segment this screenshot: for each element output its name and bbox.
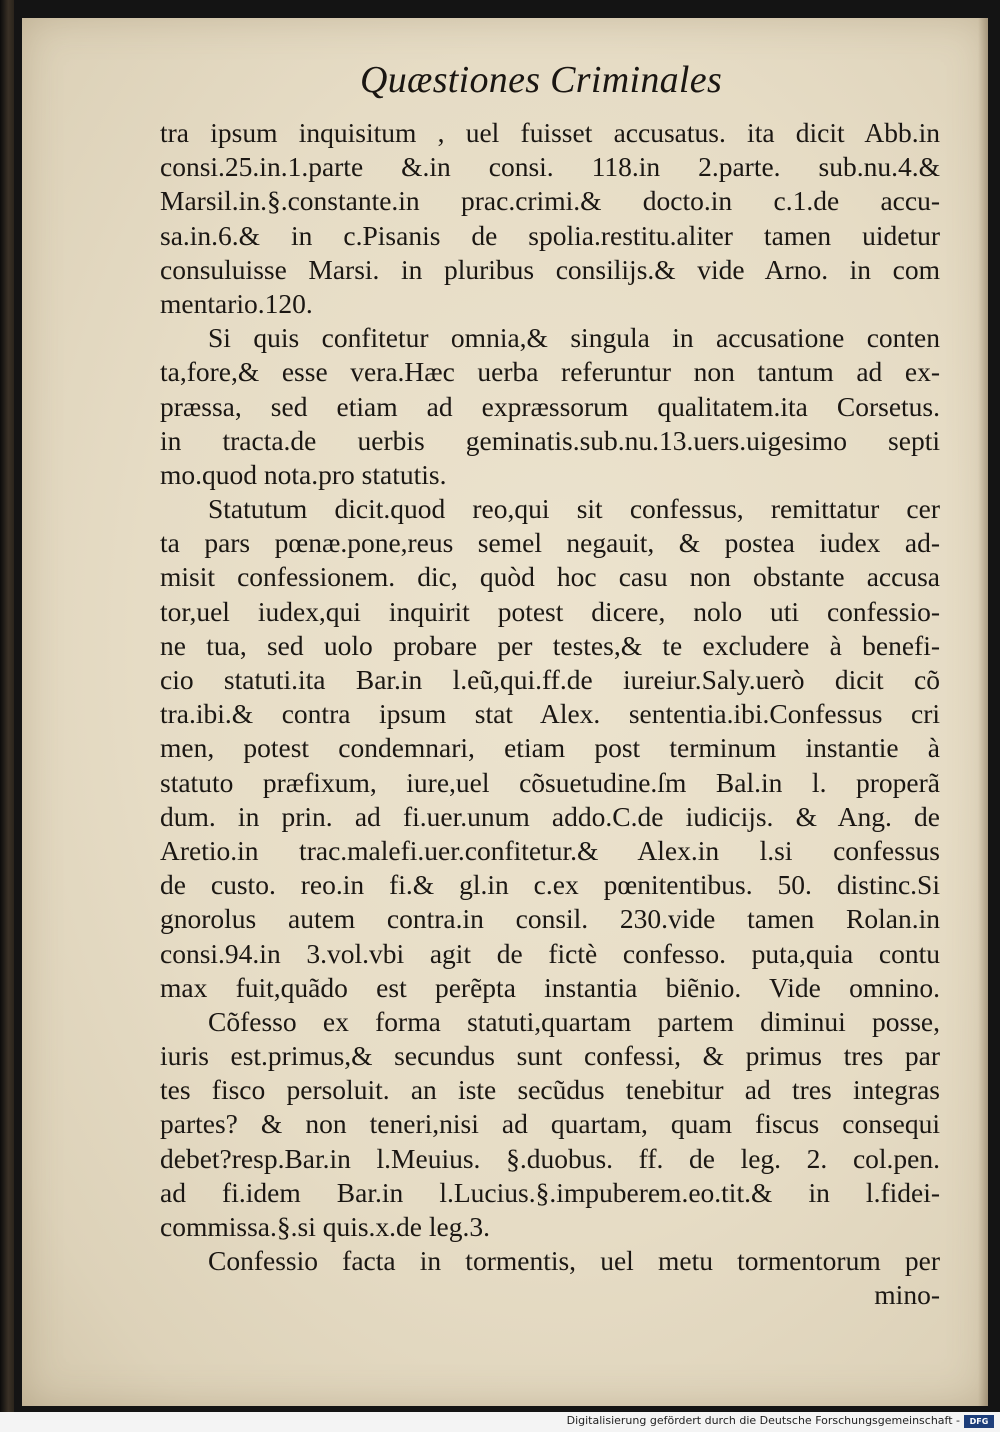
text-line: commissa.§.si quis.x.de leg.3. <box>160 1211 490 1242</box>
text-line: de custo. reo.in fi.& gl.in c.ex pœnitentibus. 50. distinc.Si <box>160 869 940 901</box>
text-line: mentario.120. <box>160 287 313 319</box>
text-line: præssa, sed etiam ad expræssorum qualitatem.ita Corsetus. <box>160 390 940 422</box>
text-line: ad fi.idem Bar.in l.Lucius.§.impuberem.eo.tit.& in l.fidei- <box>160 1176 940 1208</box>
text-line: tor,uel iudex,qui inquirit potest dicere, nolo uti confessio- <box>160 595 940 627</box>
text-line: tes fisco persoluit. an iste secũdus tenebitur ad tres integras <box>160 1074 940 1106</box>
text-line: consi.94.in 3.vol.vbi agit de fictè confesso. puta,quia contu <box>160 937 940 969</box>
text-line: mo.quod nota.pro statutis. <box>160 458 447 490</box>
text-line: sa.in.6.& in c.Pisanis de spolia.restitu.aliter tamen uidetur <box>160 219 940 251</box>
text-line: ne tua, sed uolo probare per testes,& te excludere à benefi- <box>160 629 940 661</box>
footer-bar <box>0 1412 1000 1432</box>
text-line: Aretio.in trac.malefi.uer.confitetur.& Alex.in l.si confessus <box>160 834 940 866</box>
text-line: misit confessionem. dic, quòd hoc casu non obstante accusa <box>160 561 940 593</box>
text-line: gnorolus autem contra.in consil. 230.vide tamen Rolan.in <box>160 903 940 935</box>
text-line: in tracta.de uerbis geminatis.sub.nu.13.uers.uigesimo septi <box>160 424 940 456</box>
text-line: ta,fore,& esse vera.Hæc uerba referuntur non tantum ad ex- <box>160 356 940 388</box>
text-line: cio statuti.ita Bar.in l.eũ,qui.ff.de iureiur.Saly.uerò dicit cõ <box>160 664 940 695</box>
running-head: Quæstiones Criminales <box>360 59 723 101</box>
text-line: statuto præfixum, iure,uel cõsuetudine.ſm Bal.in l. properã <box>160 766 940 798</box>
text-line: partes? & non teneri,nisi ad quartam, quam fiscus consequi <box>160 1108 940 1140</box>
page-edge-shadow <box>978 18 988 1406</box>
text-line: consuluisse Marsi. in pluribus consilijs.& vide Arno. in com <box>160 253 940 285</box>
book-spine-edge <box>0 0 14 1412</box>
text-line: Confessio facta in tormentis, uel metu tormentorum per <box>208 1245 940 1277</box>
text-line: consi.25.in.1.parte &.in consi. 118.in 2.parte. sub.nu.4.& <box>160 151 940 183</box>
text-line: men, potest condemnari, etiam post terminum instantie à <box>160 732 940 764</box>
body-text <box>160 116 940 1313</box>
dfg-logo: DFG <box>964 1415 994 1428</box>
text-line: Cõfesso ex forma statuti,quartam partem diminui posse, <box>208 1005 940 1037</box>
text-line: ta pars pœnæ.pone,reus semel negauit, & postea iudex ad- <box>160 527 940 559</box>
text-line: max fuit,quãdo est perẽpta instantia biẽnio. Vide omnino. <box>160 971 940 1003</box>
text-line: iuris est.primus,& secundus sunt confessi, & primus tres par <box>160 1040 940 1072</box>
text-line: mino- <box>874 1279 940 1311</box>
footer-credit: Digitalisierung gefördert durch die Deutsche Forschungsgemeinschaft - <box>566 1414 960 1427</box>
text-line: dum. in prin. ad fi.uer.unum addo.C.de iudicijs. & Ang. de <box>160 800 940 832</box>
text-line: tra ipsum inquisitum , uel fuisset accusatus. ita dicit Abb.in <box>160 117 940 148</box>
text-line: debet?resp.Bar.in l.Meuius. §.duobus. ff. de leg. 2. col.pen. <box>160 1142 940 1174</box>
text-line: Statutum dicit.quod reo,qui sit confessus, remittatur cer <box>208 493 940 525</box>
text-line: Si quis confitetur omnia,& singula in accusatione conten <box>208 322 940 354</box>
text-line: tra.ibi.& contra ipsum stat Alex. sententia.ibi.Confessus cri <box>160 698 940 730</box>
text-line: Marsil.in.§.constante.in prac.crimi.& docto.in c.1.de accu- <box>160 185 940 217</box>
